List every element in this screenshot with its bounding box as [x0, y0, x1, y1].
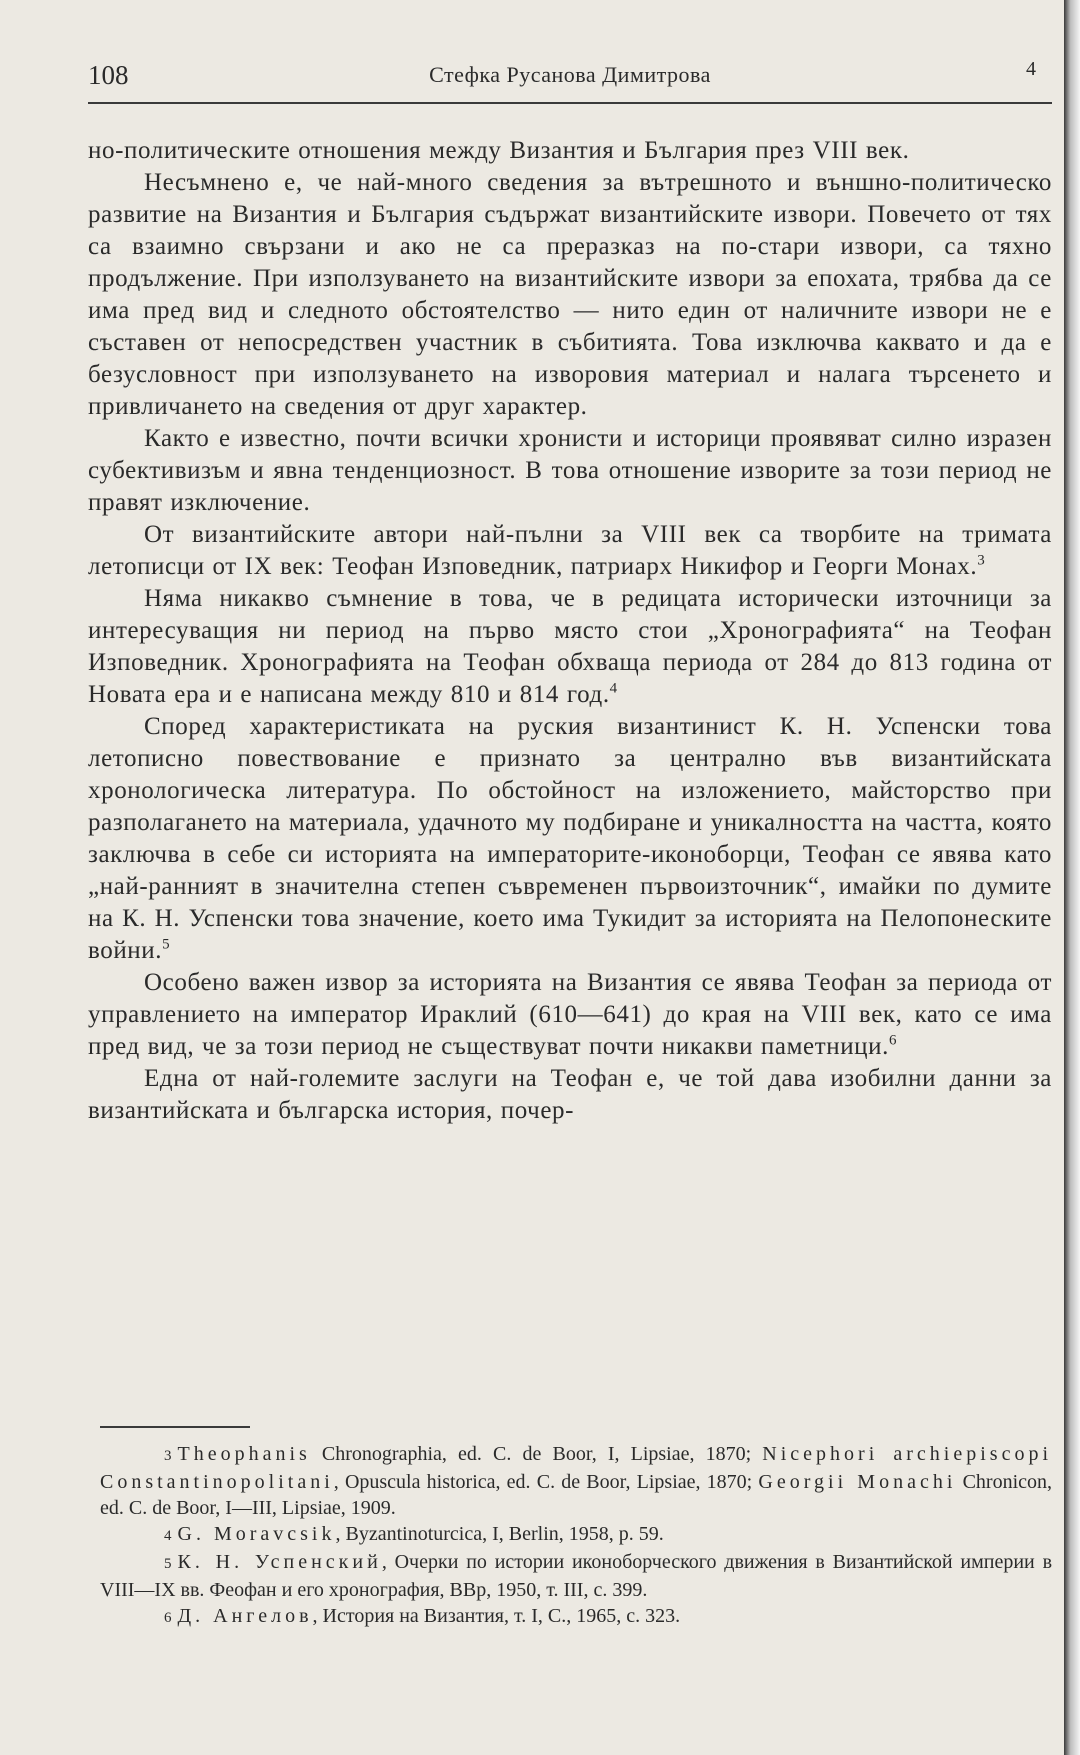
- footnote-5: 5 К. Н. Успенский, Очерки по истории иконоборческого движения в Византийской империи в VIII—IX вв. Феофан и его хронография, ВВр, 1950, т. III, с. 399.: [100, 1551, 1053, 1601]
- paragraph-7: Особено важен извор за историята на Византия се явява Теофан за периода от управлението на император Ираклий (610—641) до края на VIII век, като се има пред вид, че за този период не съществуват почти никакви паметници.$^6$: [88, 969, 1052, 1060]
- paragraph-5: Няма никакво съмнение в това, че в редицата исторически източници за интересуващия ни период на първо място стои „Хронографията“ на Теофан Изповедник. Хронографията на Теофан обхваща периода от 284 до 813 година от Новата ера и е написана между 810 и 814 год.$^4$: [88, 585, 1052, 708]
- paragraph-1: но-политическите отношения между Византия и България през VIII век.: [88, 137, 910, 164]
- page-number: 108: [88, 60, 129, 90]
- footnote-rule: [100, 1426, 250, 1428]
- footnote-ref-3: 3: [977, 552, 986, 569]
- footnotes: [100, 1441, 1052, 1631]
- paragraph-4: От византийските автори най-пълни за VIII век са творбите на тримата летописци от IX век: Теофан Изповедник, патриарх Никифор и Георги Монах.$^3$: [88, 521, 1052, 580]
- paragraph-8: Една от най-големите заслуги на Теофан е, че той дава изобилни данни за византийската и българска история, почер-: [88, 1065, 1052, 1124]
- footnote-3: 3 Theophanis Chronographia, ed. C. de Boor, I, Lipsiae, 1870; Nicephori archiepiscopi Constantinopolitani, Opuscula historica, ed. C. de Boor, Lipsiae, 1870; Georgii Monachi Chronicon, ed. C. de Boor, I—III, Lipsiae, 1909.: [100, 1443, 1053, 1519]
- corner-mark: 4: [1026, 58, 1036, 80]
- body-text: [88, 135, 1052, 1127]
- paragraph-6: Според характеристиката на руския византинист К. Н. Успенски това летописно повествование е признато за централно във византийската хронологическа литература. По обстойност на изложението, майсторство при разполагането на материала, удачното му подбиране и уникалността на частта, която заключва в себе си историята на императорите-иконоборци, Теофан се явява като „най-ранният в значителна степен съвременен първоизточник“, имайки по думите на К. Н. Успенски това значение, което има Тукидит за историята на Пелопонеските войни.$^5$: [88, 713, 1052, 964]
- footnote-ref-6: 6: [889, 1032, 898, 1049]
- running-title: Стефка Русанова Димитрова: [429, 62, 711, 87]
- footnote-4: 4 G. Moravcsik, Byzantinoturcica, I, Berlin, 1958, p. 59.: [164, 1523, 664, 1545]
- footnote-ref-5: 5: [162, 936, 171, 953]
- page-edge-shadow: [1064, 0, 1080, 1755]
- footnote-ref-4: 4: [609, 680, 618, 697]
- paragraph-2: Несъмнено е, че най-много сведения за вътрешното и външно-политическо развитие на Византия и България съдържат византийските извори. Повечето от тях са взаимно свързани и ако не са преразказ на по-стари извори, са тяхно продължение. При използуването на византийските извори за епохата, трябва да се има пред вид и следното обстоятелство — нито един от наличните извори не е съставен от непосредствен участник в събитията. Това изключва каквато и да е безусловност при използуването на изворовия материал и налага търсенето и привличането на сведения от друг характер.: [88, 169, 1052, 420]
- paragraph-3: Както е известно, почти всички хронисти и историци проявяват силно изразен субективизъм и явна тенденциозност. В това отношение изворите за този период не правят изключение.: [88, 425, 1052, 516]
- page-header: [88, 58, 1052, 98]
- footnote-6: 6 Д. Ангелов, История на Византия, т. I, С., 1965, с. 323.: [164, 1605, 681, 1627]
- header-rule: [88, 102, 1052, 104]
